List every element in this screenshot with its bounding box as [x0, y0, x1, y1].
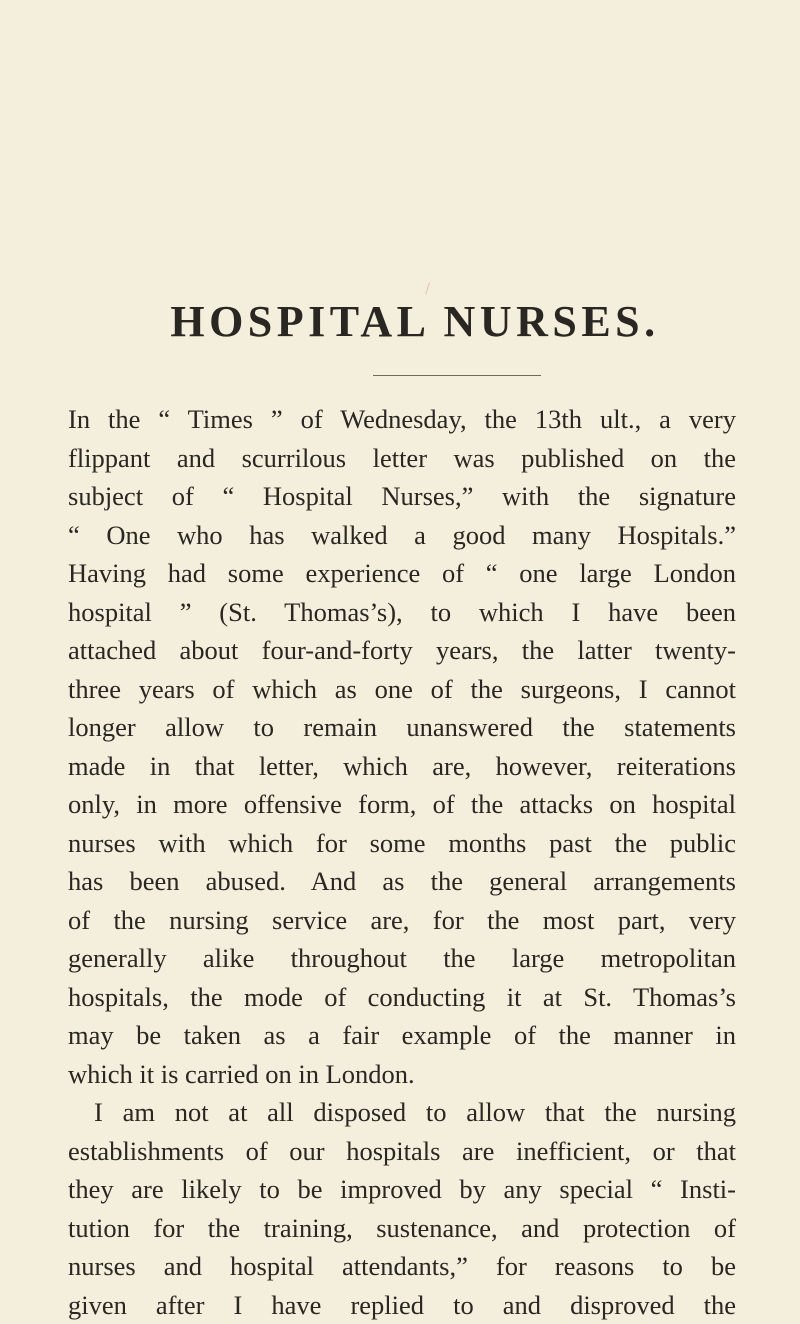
text-line: attached about four-and-forty years, the latter twenty-: [68, 631, 736, 670]
text-line: of the nursing service are, for the most part, very: [68, 901, 736, 940]
text-line: has been abused. And as the general arrangements: [68, 862, 736, 901]
text-line: hospitals, the mode of conducting it at St. Thomas’s: [68, 978, 736, 1017]
text-line: flippant and scurrilous letter was published on the: [68, 439, 736, 478]
text-line: nurses and hospital attendants,” for reasons to be: [68, 1247, 736, 1286]
text-line: nurses with which for some months past the public: [68, 824, 736, 863]
text-line: given after I have replied to and disproved the: [68, 1286, 736, 1324]
text-line: establishments of our hospitals are inefficient, or that: [68, 1132, 736, 1171]
text-line: three years of which as one of the surgeons, I cannot: [68, 670, 736, 709]
text-line: may be taken as a fair example of the manner in: [68, 1016, 736, 1055]
text-line: I am not at all disposed to allow that the nursing: [68, 1093, 736, 1132]
text-line: made in that letter, which are, however, reiterations: [68, 747, 736, 786]
body-text: [68, 400, 736, 1324]
text-line: subject of “ Hospital Nurses,” with the signature: [68, 477, 736, 516]
text-line: generally alike throughout the large metropolitan: [68, 939, 736, 978]
text-line: they are likely to be improved by any special “ Insti-: [68, 1170, 736, 1209]
text-line: In the “ Times ” of Wednesday, the 13th ult., a very: [68, 400, 736, 439]
text-line: hospital ” (St. Thomas’s), to which I have been: [68, 593, 736, 632]
text-line: which it is carried on in London.: [68, 1055, 736, 1094]
paragraph-1: [68, 400, 736, 1093]
title-divider: [373, 375, 541, 376]
text-line: tution for the training, sustenance, and protection of: [68, 1209, 736, 1248]
text-line: Having had some experience of “ one large London: [68, 554, 736, 593]
text-line: “ One who has walked a good many Hospitals.”: [68, 516, 736, 555]
text-line: longer allow to remain unanswered the statements: [68, 708, 736, 747]
ink-mark: [425, 283, 433, 296]
paragraph-2: [68, 1093, 736, 1324]
text-line: only, in more offensive form, of the attacks on hospital: [68, 785, 736, 824]
page-title: HOSPITAL NURSES.: [0, 296, 800, 348]
